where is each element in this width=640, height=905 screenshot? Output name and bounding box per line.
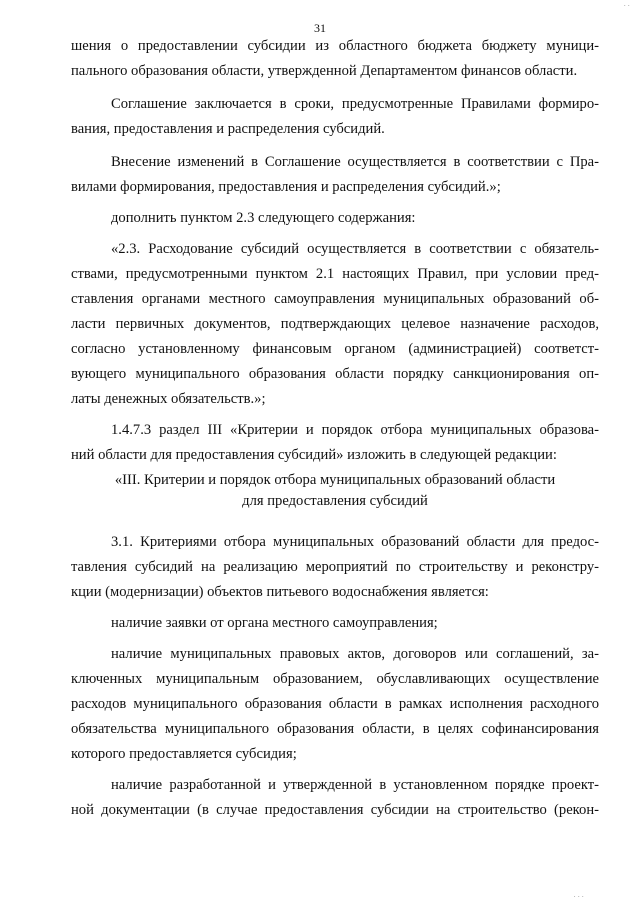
text-line: которого предоставляется субсидия;: [71, 746, 297, 762]
text-line: дополнить пунктом 2.3 следующего содержания:: [111, 210, 416, 226]
text-line: вилами формирования, предоставления и распределения субсидий.»;: [71, 179, 501, 195]
text-line: Соглашение заключается в сроки, предусмотренные Правилами формиро-: [111, 96, 599, 112]
text-line: ключенных муниципальным образованием, обуславливающих осуществление: [71, 671, 599, 687]
section-heading: [71, 470, 599, 512]
document-body: [71, 34, 599, 823]
text-line: ствами, предусмотренными пунктом 2.1 настоящих Правил, при условии пред-: [71, 266, 599, 282]
text-line: ласти первичных документов, подтверждающих целевое назначение расходов,: [71, 316, 599, 332]
text-line: обязательства муниципального образования области, в целях софинансирования: [71, 721, 599, 737]
text-line: вания, предоставления и распределения субсидий.: [71, 121, 385, 137]
text-line: «2.3. Расходование субсидий осуществляется в соответствии с обязатель-: [111, 241, 599, 257]
text-line: тавления субсидий на реализацию мероприятий по строительству и реконстру-: [71, 559, 599, 575]
text-line: кции (модернизации) объектов питьевого водоснабжения является:: [71, 584, 489, 600]
text-line: наличие муниципальных правовых актов, договоров или соглашений, за-: [111, 646, 599, 662]
scan-mark: · · ·: [573, 893, 584, 901]
text-line: расходов муниципального образования области в рамках исполнения расходного: [71, 696, 599, 712]
text-line: наличие разработанной и утвержденной в установленном порядке проект-: [111, 777, 599, 793]
text-line: ной документации (в случае предоставления субсидии на строительство (рекон-: [71, 802, 599, 818]
text-line: Внесение изменений в Соглашение осуществляется в соответствии с Пра-: [111, 154, 599, 170]
text-line: 1.4.7.3 раздел III «Критерии и порядок отбора муниципальных образова-: [111, 422, 599, 438]
page-number: 31: [314, 21, 326, 35]
text-line: пального образования области, утвержденной Департаментом финансов области.: [71, 63, 578, 79]
scan-mark: · ·: [623, 2, 630, 10]
text-line: шения о предоставлении субсидии из областного бюджета бюджету муници-: [71, 38, 599, 54]
text-line: наличие заявки от органа местного самоуправления;: [111, 615, 438, 631]
text-line: вующего муниципального образования области порядку санкционирования оп-: [71, 366, 599, 382]
text-line: 3.1. Критериями отбора муниципальных образований области для предос-: [111, 534, 599, 550]
text-line: ставления органами местного самоуправления муниципальных образований об-: [71, 291, 599, 307]
text-line: латы денежных обязательств.»;: [71, 391, 266, 407]
text-line: согласно установленному финансовым органом (администрацией) соответст-: [71, 341, 599, 357]
section-heading-line: «III. Критерии и порядок отбора муниципальных образований области: [114, 472, 556, 488]
text-line: ний области для предоставления субсидий» изложить в следующей редакции:: [71, 447, 557, 463]
section-heading-line: для предоставления субсидий: [242, 493, 428, 509]
